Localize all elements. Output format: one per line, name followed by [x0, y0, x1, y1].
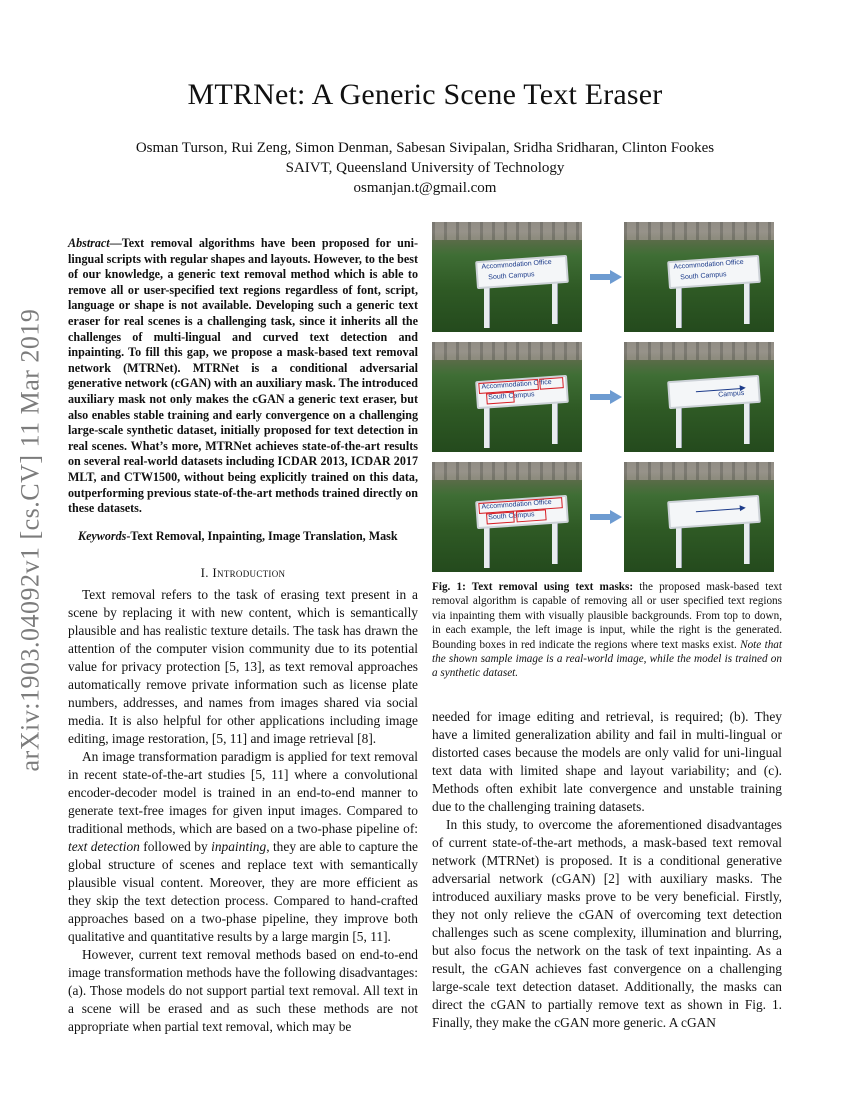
- intro-paragraph-1: Text removal refers to the task of erasing text present in a scene by replacing it with new content, which is semantically plausible and has realistic texture details. The task has drawn the attention of the computer vision community due to its potential value for privacy protection [5, 13], as text removal approaches automatically remove private information such as license plate numbers, addresses, and names from images shared via social media. It is also helpful for other applications including image editing, image restoration, [5, 11] and image retrieval [8].: [68, 587, 418, 747]
- sign-text-line2: South Campus: [680, 271, 727, 282]
- intro-p2-emphasis-inpainting: inpainting: [211, 839, 267, 855]
- figure-image-grid: [432, 222, 782, 574]
- left-column: [68, 236, 418, 1036]
- abstract: [68, 236, 418, 517]
- text-mask-box: [486, 512, 515, 525]
- text-mask-box: [516, 509, 547, 522]
- fence: [432, 462, 582, 480]
- arxiv-stamp: [10, 280, 50, 800]
- fence: [432, 342, 582, 360]
- input-image-row2: [432, 342, 582, 452]
- section-number: I.: [200, 565, 209, 581]
- intro-p2-part-b: followed by: [139, 839, 212, 855]
- right-column: [432, 708, 782, 1032]
- sign-text-remaining: Campus: [717, 389, 745, 399]
- text-mask-box: [539, 377, 564, 390]
- caption-label: Fig. 1: Text removal using text masks:: [432, 581, 634, 593]
- fence: [432, 222, 582, 240]
- author-block: [0, 138, 850, 198]
- sign-text-line1: Accommodation Office: [673, 258, 744, 271]
- input-image-row3: [432, 462, 582, 572]
- sign-text-line1: Accommodation Office: [481, 498, 552, 511]
- sign-arrow: [696, 508, 742, 512]
- author-email: osmanjan.t@gmail.com: [353, 180, 497, 196]
- keywords-text: -Text Removal, Inpainting, Image Translation, Mask: [126, 528, 398, 543]
- author-list: Osman Turson, Rui Zeng, Simon Denman, Sabesan Sivipalan, Sridha Sridharan, Clinton Fookes: [135, 140, 715, 156]
- sign-arrow-head: [740, 505, 746, 511]
- sign-text-line2: South Campus: [488, 271, 535, 282]
- sign-text-line2: South Campus: [488, 391, 535, 402]
- caption-text: the proposed mask-based text removal algorithm is capable of removing all or user specified text regions via inpainting them with visually plausible backgrounds. From top to down, in each example, the left image is input, while the right is the generated. Bounding boxes in red indicate the regions where text masks exist.: [432, 581, 782, 651]
- intro-paragraph-4: In this study, to overcome the aforementioned disadvantages of current state-of-the-art methods, a mask-based text removal network (MTRNet) is proposed. It is a conditional generative adversarial network (cGAN) [2] with auxiliary masks. The introduced auxiliary masks prove to be very beneficial. Firstly, they not only relieve the cGAN of overcoming text detection challenges such as scene complexity, illumination and blurring, but also focus the network on the task of text inpainting. As a result, the cGAN achieves fast convergence on a challenging large-scale text detection dataset. Additionally, the masks can direct the cGAN to partially remove text as shown in Fig. 1. Finally, they make the cGAN more generic. A cGAN: [432, 817, 782, 1030]
- intro-p2-emphasis-detection: text detection: [68, 839, 140, 855]
- abstract-label: Abstract: [68, 236, 110, 250]
- sign-text-line2: South Campus: [488, 511, 535, 522]
- intro-paragraph-3: However, current text removal methods based on end-to-end image transformation methods have the following disadvantages: (a). Those models do not support partial text removal. All text in a scene will be erased and as such these methods are not appropriate when partial text removal, which may be: [68, 947, 418, 1035]
- intro-p2-part-a: An image transformation paradigm is applied for text removal in recent state-of-the-art studies [5, 11] where a convolutional encoder-decoder model is trained in an end-to-end manner to generate text-free images for given input images. Compared to traditional methods, which are based on a two-phase pipeline of:: [68, 749, 418, 837]
- input-image-row1: [432, 222, 582, 332]
- affiliation: SAIVT, Queensland University of Technology: [285, 160, 565, 176]
- fence: [624, 462, 774, 480]
- fence: [624, 342, 774, 360]
- paper-title: MTRNet: A Generic Scene Text Eraser: [187, 78, 663, 111]
- fence: [624, 222, 774, 240]
- arrow-right-icon: [590, 270, 624, 284]
- output-image-row2: [624, 342, 774, 452]
- intro-paragraph-2: [68, 748, 418, 946]
- sign-text-line1: Accommodation Office: [481, 378, 552, 391]
- section-heading-introduction: [68, 564, 418, 582]
- figure-caption: [432, 580, 782, 681]
- intro-p2-part-c: , they are able to capture the global structure of scenes and replace text with semantically plausible visual content. Moreover, they are more efficient as they skip the text detection process. Compared to hand-crafted approaches based on a two-phase pipeline, they improve both qualitative and quantitative results by a large margin [5, 11].: [68, 839, 418, 945]
- keywords: [68, 529, 418, 545]
- abstract-text: —Text removal algorithms have been proposed for uni-lingual scripts with regular shapes and layouts. However, to the best of our knowledge, a generic text removal method which is able to remove all or user-specified text regions regardless of font, script, language or shape is not available. Developing such a generic text eraser for real scenes is a challenging task, since it inherits all the challenges of multi-lingual and curved text detection and inpainting. To fill this gap, we propose a mask-based text removal network (MTRNet). MTRNet is a conditional adversarial generative network (cGAN) with an auxiliary mask. The introduced auxiliary mask not only makes the cGAN a generic text eraser, but also enables stable training and early convergence on a challenging large-scale synthetic dataset, initially proposed for text detection in real scenes. What’s more, MTRNet achieves state-of-the-art results on several real-world datasets including ICDAR 2013, ICDAR 2017 MLT, and CTW1500, without being explicitly trained on this data, outperforming previous state-of-the-art methods trained directly on these datasets.: [68, 236, 418, 516]
- caption-note: Note that the shown sample image is a real-world image, while the model is trained on a synthetic dataset.: [432, 638, 782, 680]
- output-image-row3: [624, 462, 774, 572]
- sign-text-line1: Accommodation Office: [481, 258, 552, 271]
- text-mask-box: [486, 392, 515, 405]
- intro-paragraph-3-continued: needed for image editing and retrieval, is required; (b). They have a limited generalization ability and fail in multi-lingual or distorted cases because the models are only valid for uni-lingual text data with limited shape and layout variability; and (c). Methods often exhibit late convergence and unstable training due to the challenging training datasets.: [432, 709, 782, 814]
- figure-1: [432, 222, 782, 681]
- section-title: Introduction: [212, 565, 286, 581]
- arxiv-identifier: arXiv:1903.04092v1 [cs.CV] 11 Mar 2019: [15, 308, 44, 772]
- keywords-label: Keywords: [78, 528, 127, 543]
- arrow-right-icon: [590, 510, 624, 524]
- arrow-right-icon: [590, 390, 624, 404]
- output-image-row1: [624, 222, 774, 332]
